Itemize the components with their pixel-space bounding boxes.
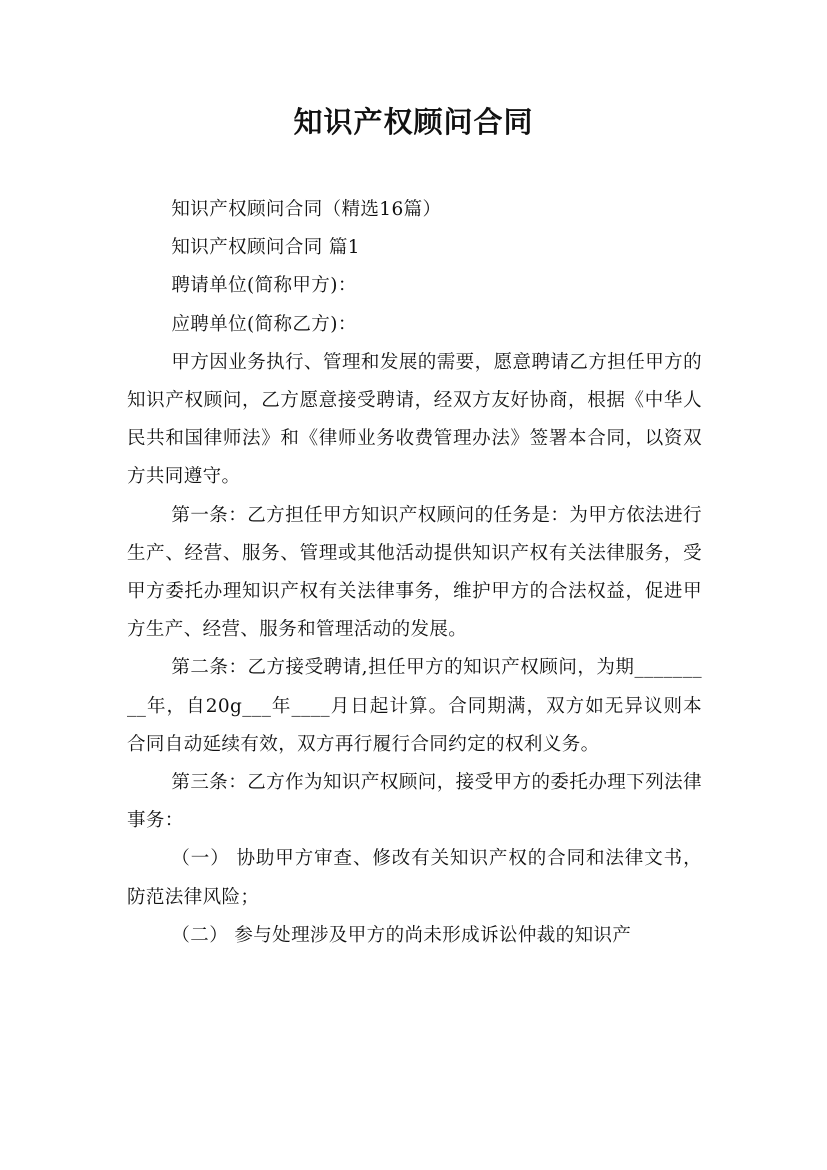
paragraph-party-a: 聘请单位(简称甲方)： — [171, 275, 357, 297]
paragraph-party-b: 应聘单位(简称乙方)： — [171, 313, 357, 335]
paragraph-article-2: 第二条：乙方接受聘请,担任甲方的知识产权顾问，为期_________年，自20g___年____月日起计算。合同期满，双方如无异议则本合同自动延续有效，双方再行履行合同约定的权利义务。 — [127, 657, 702, 755]
paragraph-subtitle: 知识产权顾问合同（精选16篇） — [171, 199, 442, 220]
paragraph-article-1: 第一条：乙方担任甲方知识产权顾问的任务是：为甲方依法进行生产、经营、服务、管理或其他活动提供知识产权有关法律服务，受甲方委托办理知识产权有关法律事务，维护甲方的合法权益，促进甲方生产、经营、服务和管理活动的发展。 — [127, 504, 702, 641]
document-body — [127, 191, 702, 955]
paragraph-section-heading: 知识产权顾问合同 篇1 — [171, 237, 360, 259]
paragraph-preamble: 甲方因业务执行、管理和发展的需要，愿意聘请乙方担任甲方的知识产权顾问，乙方愿意接受聘请，经双方友好协商，根据《中华人民共和国律师法》和《律师业务收费管理办法》签署本合同，以资双方共同遵守。 — [127, 351, 702, 488]
document-title: 知识产权顾问合同 — [293, 105, 534, 139]
paragraph-item-2: （二） 参与处理涉及甲方的尚未形成诉讼仲裁的知识产 — [171, 924, 632, 946]
paragraph-article-3: 第三条：乙方作为知识产权顾问，接受甲方的委托办理下列法律事务： — [127, 772, 702, 832]
paragraph-item-1: （一） 协助甲方审查、修改有关知识产权的合同和法律文书，防范法律风险； — [127, 848, 702, 908]
